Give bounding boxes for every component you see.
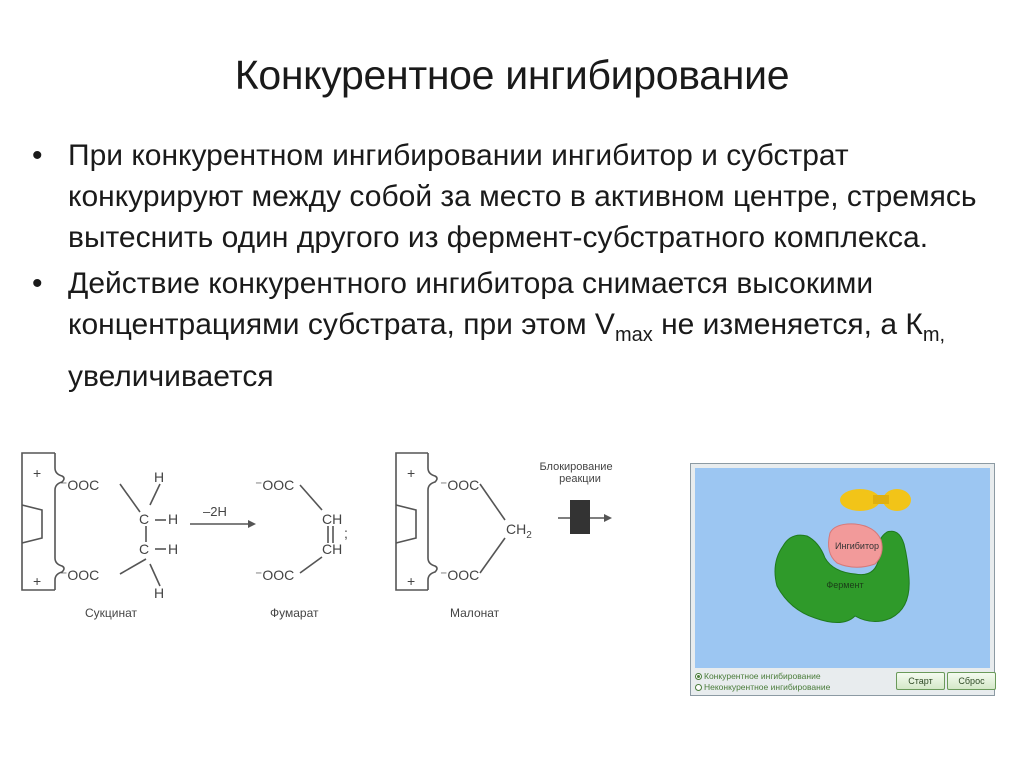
ch2-text: CH [506, 521, 527, 537]
hydrogen-label: H [154, 585, 165, 601]
block-label-line1: Блокирование [539, 461, 613, 473]
malonate-caption: Малонат [450, 606, 500, 620]
ch2-label [506, 521, 532, 541]
enzyme-illustration [695, 468, 990, 668]
hydrogen-label: H [154, 469, 165, 485]
carboxylate-label: ⁻OOC [60, 567, 100, 583]
carboxylate-label: ⁻OOC [255, 477, 295, 493]
radio-selected-icon[interactable] [695, 673, 702, 680]
bullet-item [32, 135, 992, 258]
carboxylate-label: ⁻OOC [440, 477, 480, 493]
reaction-scheme [0, 440, 690, 640]
bullet-text-substrate-part2: не изменяется, а К [652, 308, 923, 341]
separator-semicolon: ; [344, 525, 348, 541]
charge-plus: + [407, 573, 416, 589]
animation-controls [691, 668, 994, 695]
substrate-bridge [873, 495, 889, 504]
charge-plus: + [33, 465, 42, 481]
radio-label: Конкурентное ингибирование [704, 671, 821, 681]
hydrogen-label: H [168, 511, 179, 527]
ch-label: CH [322, 541, 343, 557]
carboxylate-label: ⁻OOC [440, 567, 480, 583]
block-label-line2: реакции [559, 473, 601, 485]
inhibitor-label: Ингибитор [835, 541, 879, 551]
succinate-caption: Сукцинат [85, 606, 138, 620]
start-button[interactable]: Старт [896, 672, 945, 690]
bullet-item [32, 263, 992, 397]
km-subscript: m, [922, 324, 946, 346]
radio-noncompetitive[interactable] [695, 682, 830, 692]
radio-label: Неконкурентное ингибирование [704, 682, 831, 692]
substrate-molecule [840, 489, 911, 511]
reaction-block-bar [570, 500, 590, 534]
radio-competitive[interactable] [695, 671, 821, 681]
vmax-subscript: max [614, 324, 653, 346]
dehydrogenation-label: –2H [203, 504, 227, 519]
bullet-text-competition: При конкурентном ингибировании ингибитор и субстрат конкурируют между собой за место в активном центре, стремясь вытеснить один другого из фермент-субстратного комплекса. [68, 139, 977, 254]
fumarate-caption: Фумарат [270, 606, 319, 620]
ch2-subscript: 2 [526, 530, 532, 541]
hydrogen-label: H [168, 541, 179, 557]
bullet-text-substrate-part1: Действие конкурентного ингибитора снимается высокими концентрациями субстрата, при этом V [68, 267, 874, 341]
radio-unselected-icon[interactable] [695, 684, 702, 691]
bullet-marker: • [32, 267, 43, 300]
reset-button[interactable]: Сброс [947, 672, 996, 690]
carbon-label: C [139, 511, 150, 527]
ch-label: CH [322, 511, 343, 527]
bullet-text-substrate-part3: увеличивается [68, 360, 274, 393]
carboxylate-label: ⁻OOC [255, 567, 295, 583]
charge-plus: + [33, 573, 42, 589]
bullet-list [32, 135, 992, 402]
enzyme-label: Фермент [826, 580, 864, 590]
charge-plus: + [407, 465, 416, 481]
carbon-label: C [139, 541, 150, 557]
inhibition-animation-panel [690, 463, 995, 696]
slide-title: Конкурентное ингибирование [234, 52, 790, 98]
carboxylate-label: ⁻OOC [60, 477, 100, 493]
animation-viewport [695, 468, 990, 668]
bullet-marker: • [32, 139, 43, 172]
